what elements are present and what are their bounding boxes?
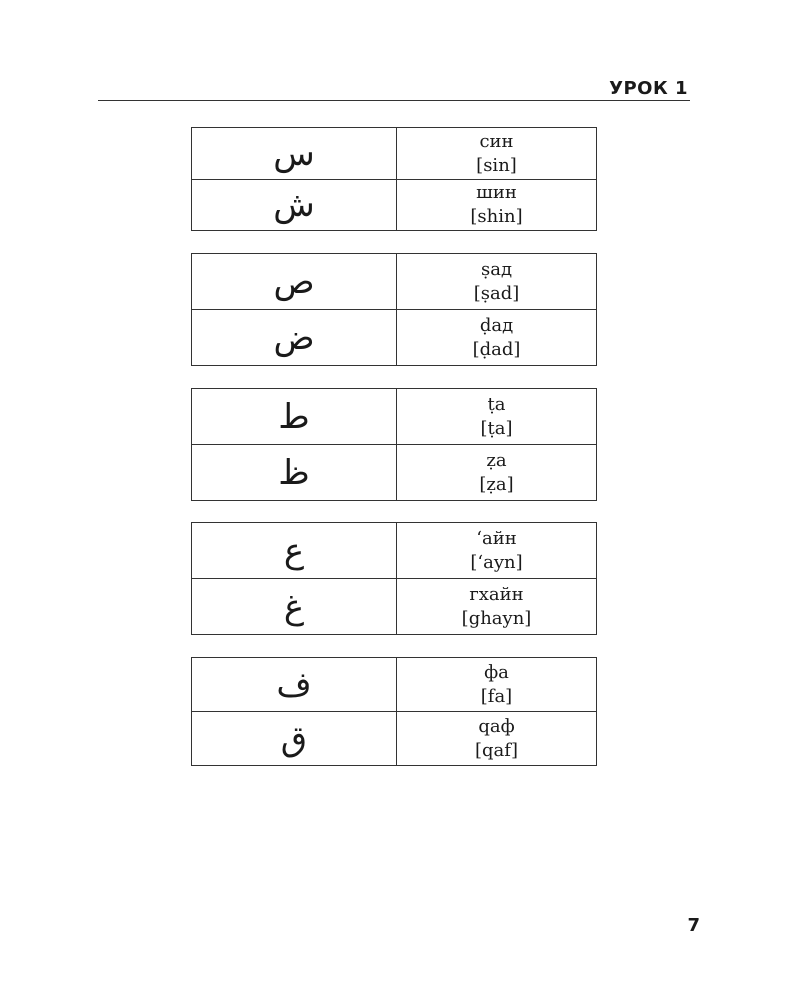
letter-transliteration: [ḍad] xyxy=(472,338,521,360)
arabic-letter-cell xyxy=(192,389,397,445)
letter-name: гхайн xyxy=(469,583,524,605)
arabic-letter-cell xyxy=(192,658,397,712)
arabic-letter-cell xyxy=(192,128,397,180)
arabic-letter-cell xyxy=(192,180,397,231)
arabic-letter-cell xyxy=(192,310,397,366)
letter-transliteration: [ẓa] xyxy=(479,473,514,495)
letter-name: ‘айн xyxy=(476,527,517,549)
letter-row xyxy=(192,389,597,445)
arabic-letter-cell xyxy=(192,712,397,766)
arabic-letter-cell xyxy=(192,254,397,310)
letter-name: ṭa xyxy=(487,393,506,415)
letter-transliteration: [ṣad] xyxy=(473,282,520,304)
letter-table-fa-qaf xyxy=(191,657,597,766)
letter-row xyxy=(192,658,597,712)
letter-name: фа xyxy=(484,661,509,683)
letter-row xyxy=(192,310,597,366)
letter-name: син xyxy=(479,130,514,152)
arabic-letter: ع xyxy=(283,530,305,571)
arabic-letter-cell xyxy=(192,445,397,501)
letter-row xyxy=(192,523,597,579)
letter-row xyxy=(192,712,597,766)
letter-name-cell xyxy=(397,180,597,231)
letter-name-cell xyxy=(397,445,597,501)
letter-transliteration: [ghayn] xyxy=(461,607,532,629)
letter-row xyxy=(192,128,597,180)
arabic-letter: ق xyxy=(280,718,308,759)
arabic-letter: ص xyxy=(273,261,315,302)
letter-name-cell xyxy=(397,254,597,310)
letter-table-ta-za xyxy=(191,388,597,501)
letter-table-sad-dad xyxy=(191,253,597,366)
arabic-letter: ش xyxy=(273,185,315,225)
letter-transliteration: [‘ayn] xyxy=(470,551,523,573)
letter-row xyxy=(192,445,597,501)
arabic-letter: س xyxy=(273,133,315,174)
letter-table-ayn-ghayn xyxy=(191,522,597,635)
letter-name-cell xyxy=(397,389,597,445)
letter-row xyxy=(192,254,597,310)
arabic-letter: ف xyxy=(276,664,312,705)
letter-transliteration: [qaf] xyxy=(475,739,518,761)
letter-name-cell xyxy=(397,310,597,366)
arabic-letter: غ xyxy=(283,586,305,627)
letter-name: шин xyxy=(476,182,517,203)
header-divider xyxy=(98,100,690,101)
letter-name-cell xyxy=(397,658,597,712)
arabic-letter-cell xyxy=(192,579,397,635)
letter-name-cell xyxy=(397,712,597,766)
letter-row xyxy=(192,180,597,231)
arabic-letter: ط xyxy=(278,396,310,437)
letter-name-cell xyxy=(397,128,597,180)
letter-name: ḍад xyxy=(479,314,514,336)
letter-table-sin-shin xyxy=(191,127,597,231)
page-number: 7 xyxy=(687,915,700,936)
letter-name-cell xyxy=(397,523,597,579)
letter-name: ṣад xyxy=(480,258,513,280)
arabic-letter: ظ xyxy=(278,452,310,493)
lesson-title: УРОК 1 xyxy=(609,78,688,99)
arabic-letter: ض xyxy=(273,317,315,358)
letter-transliteration: [shin] xyxy=(470,206,523,227)
letter-transliteration: [fa] xyxy=(480,685,513,707)
letter-row xyxy=(192,579,597,635)
letter-transliteration: [ṭa] xyxy=(480,417,513,439)
letter-transliteration: [sin] xyxy=(476,154,517,176)
letter-name: ẓa xyxy=(486,449,507,471)
letter-name: qаф xyxy=(478,715,515,737)
letter-name-cell xyxy=(397,579,597,635)
arabic-letter-cell xyxy=(192,523,397,579)
